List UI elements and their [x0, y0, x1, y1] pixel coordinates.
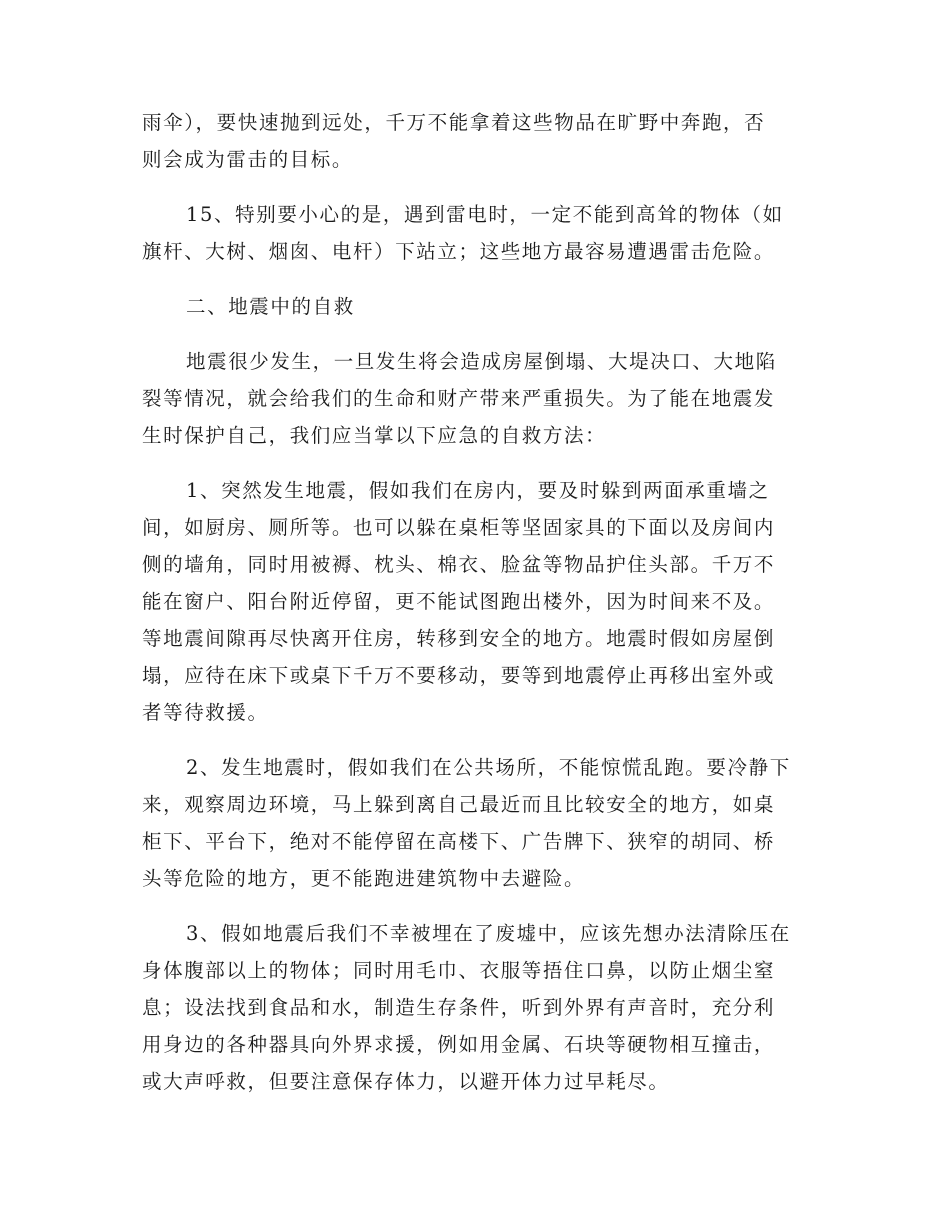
text-line: 侧的墙角，同时用被褥、枕头、棉衣、脸盆等物品护住头部。千万不	[142, 553, 776, 576]
text-line: 1、突然发生地震，假如我们在房内，要及时躲到两面承重墙之	[186, 479, 770, 502]
text-line: 能在窗户、阳台附近停留，更不能试图跑出楼外，因为时间来不及。	[142, 590, 776, 613]
text-line: 15、特别要小心的是，遇到雷电时，一定不能到高耸的物体（如	[186, 203, 784, 226]
text-line: 旗杆、大树、烟囱、电杆）下站立；这些地方最容易遭遇雷击危险。	[142, 240, 776, 263]
text-line: 则会成为雷击的目标。	[142, 148, 354, 171]
paragraph-item-3	[142, 915, 808, 1100]
text-line: 间，如厨房、厕所等。也可以躲在桌柜等坚固家具的下面以及房间内	[142, 516, 776, 539]
paragraph-continued	[142, 104, 808, 178]
text-line: 等地震间隙再尽快离开住房，转移到安全的地方。地震时假如房屋倒	[142, 627, 776, 650]
text-line: 柜下、平台下，绝对不能停留在高楼下、广告牌下、狭窄的胡同、桥	[142, 830, 776, 853]
paragraph-intro	[142, 343, 808, 454]
text-line: 头等危险的地方，更不能跑进建筑物中去避险。	[142, 867, 586, 890]
text-line: 用身边的各种器具向外界求援，例如用金属、石块等硬物相互撞击，	[142, 1033, 776, 1056]
text-line: 生时保护自己，我们应当掌以下应急的自救方法：	[142, 424, 607, 447]
text-line: 来，观察周边环境，马上躲到离自己最近而且比较安全的地方，如桌	[142, 793, 776, 816]
text-line: 裂等情况，就会给我们的生命和财产带来严重损失。为了能在地震发	[142, 387, 776, 410]
text-line: 3、假如地震后我们不幸被埋在了废墟中，应该先想办法清除压在	[186, 922, 791, 945]
text-line: 或大声呼救，但要注意保存体力，以避开体力过早耗尽。	[142, 1070, 670, 1093]
text-line: 地震很少发生，一旦发生将会造成房屋倒塌、大堤决口、大地陷	[186, 350, 777, 373]
paragraph-item-15	[142, 196, 808, 270]
text-line: 息；设法找到食品和水，制造生存条件，听到外界有声音时，充分利	[142, 996, 776, 1019]
paragraph-item-2	[142, 749, 808, 897]
text-line: 雨伞），要快速抛到远处，千万不能拿着这些物品在旷野中奔跑，否	[142, 111, 766, 134]
paragraph-item-1	[142, 472, 808, 731]
text-line: 塌，应待在床下或桌下千万不要移动，要等到地震停止再移出室外或	[142, 664, 776, 687]
text-line: 2、发生地震时，假如我们在公共场所，不能惊慌乱跑。要冷静下	[186, 756, 791, 779]
text-line: 者等待救援。	[142, 701, 269, 724]
document-body	[142, 104, 808, 1118]
section-heading-earthquake	[142, 288, 808, 325]
section-heading: 二、地震中的自救	[186, 295, 355, 318]
text-line: 身体腹部以上的物体；同时用毛巾、衣服等捂住口鼻，以防止烟尘窒	[142, 959, 776, 982]
